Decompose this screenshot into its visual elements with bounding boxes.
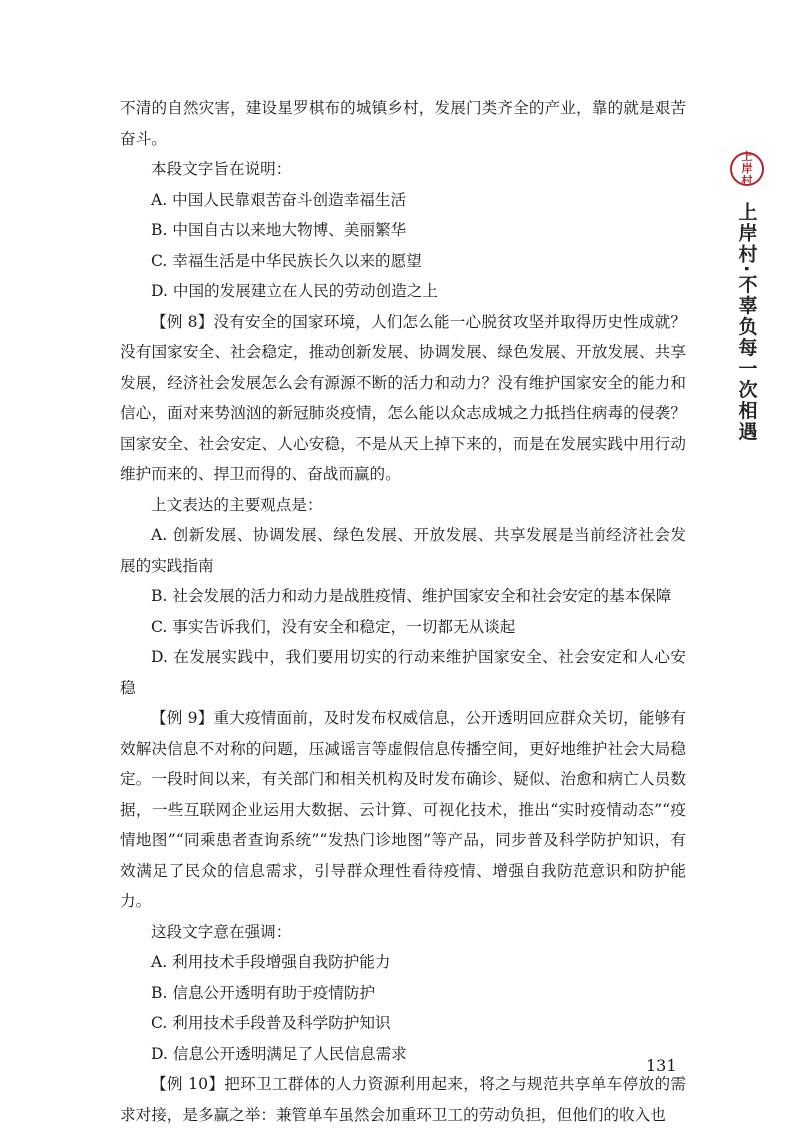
example-paragraph — [120, 307, 686, 490]
paragraph-text: B. 社会发展的活力和动力是战胜疫情、维护国家安全和社会安定的基本保障 — [151, 587, 672, 605]
text-paragraph — [120, 612, 686, 643]
example-paragraph — [120, 703, 686, 917]
text-paragraph — [120, 1008, 686, 1039]
text-paragraph — [120, 520, 686, 581]
text-paragraph — [120, 93, 686, 154]
example-paragraph — [120, 1069, 686, 1130]
text-paragraph — [120, 917, 686, 948]
page-number: 131 — [646, 1056, 677, 1075]
text-paragraph — [120, 185, 686, 216]
paragraph-text: A. 利用技术手段增强自我防护能力 — [151, 953, 391, 971]
paragraph-text: 上文表达的主要观点是： — [151, 495, 323, 514]
paragraph-text: 不清的自然灾害，建设星罗棋布的城镇乡村，发展门类齐全的产业，靠的就是艰苦奋斗。 — [120, 99, 686, 148]
text-paragraph — [120, 246, 686, 277]
text-paragraph — [120, 1039, 686, 1070]
seal-text: 上岸村 — [741, 150, 753, 187]
example-label: 【例 9】 — [151, 709, 214, 727]
paragraph-text: 把环卫工群体的人力资源利用起来，将之与规范共享单车停放的需求对接，是多赢之举：兼管单车虽然会加重环卫工的劳动负担，但他们的收入也 — [120, 1075, 686, 1124]
text-paragraph — [120, 490, 686, 521]
paragraph-text: D. 在发展实践中，我们要用切实的行动来维护国家安全、社会安定和人心安稳 — [120, 648, 686, 697]
text-paragraph — [120, 154, 686, 185]
paragraph-text: D. 信息公开透明满足了人民信息需求 — [151, 1044, 407, 1063]
paragraph-text: C. 利用技术手段普及科学防护知识 — [151, 1014, 391, 1032]
text-paragraph — [120, 276, 686, 307]
paragraph-text: B. 中国自古以来地大物博、美丽繁华 — [151, 221, 407, 239]
paragraph-text: 这段文字意在强调： — [151, 922, 292, 941]
paragraph-text: D. 中国的发展建立在人民的劳动创造之上 — [151, 282, 438, 300]
paragraph-text: 重大疫情面前，及时发布权威信息，公开透明回应群众关切，能够有效解决信息不对称的问题，压减谣言等虚假信息传播空间，更好地维护社会大局稳定。一段时间以来，有关部门和相关机构及时发布确诊、疑似、治愈和病亡人员数据，一些互联网企业运用大数据、云计算、可视化技术，推出“实时疫情动态”“疫情地图”“同乘患者查询系统”“发热门诊地图”等产品，同步普及科学防护知识，有效满足了民众的信息需求，引导群众理性看待疫情、增强自我防范意识和防护能力。 — [120, 709, 686, 910]
page-body — [120, 93, 686, 1130]
side-banner — [727, 152, 767, 442]
text-paragraph — [120, 581, 686, 612]
text-paragraph — [120, 642, 686, 703]
text-paragraph — [120, 978, 686, 1009]
paragraph-text: B. 信息公开透明有助于疫情防护 — [151, 983, 376, 1002]
paragraph-text: 没有安全的国家环境，人们怎么能一心脱贫攻坚并取得历史性成就？没有国家安全、社会稳定，推动创新发展、协调发展、绿色发展、开放发展、共享发展，经济社会发展怎么会有源源不断的活力和动力？没有维护国家安全的能力和信心，面对来势汹汹的新冠肺炎疫情，怎么能以众志成城之力抵挡住病毒的侵袭？国家安全、社会安定、人心安稳，不是从天上掉下来的，而是在发展实践中用行动维护而来的、捍卫而得的、奋战而赢的。 — [120, 312, 686, 483]
paragraph-text: A. 创新发展、协调发展、绿色发展、开放发展、共享发展是当前经济社会发展的实践指南 — [120, 526, 686, 575]
paragraph-text: C. 事实告诉我们，没有安全和稳定，一切都无从谈起 — [151, 617, 516, 636]
example-label: 【例 8】 — [151, 312, 214, 331]
text-paragraph — [120, 215, 686, 246]
paragraph-text: C. 幸福生活是中华民族长久以来的愿望 — [151, 251, 422, 270]
text-paragraph — [120, 947, 686, 978]
brand-seal — [730, 152, 764, 186]
paragraph-text: 本段文字旨在说明： — [151, 160, 292, 178]
paragraph-text: A. 中国人民靠艰苦奋斗创造幸福生活 — [151, 190, 407, 209]
side-slogan: 上岸村·不辜负每一次相遇 — [735, 202, 758, 443]
example-label: 【例 10】 — [151, 1075, 225, 1093]
